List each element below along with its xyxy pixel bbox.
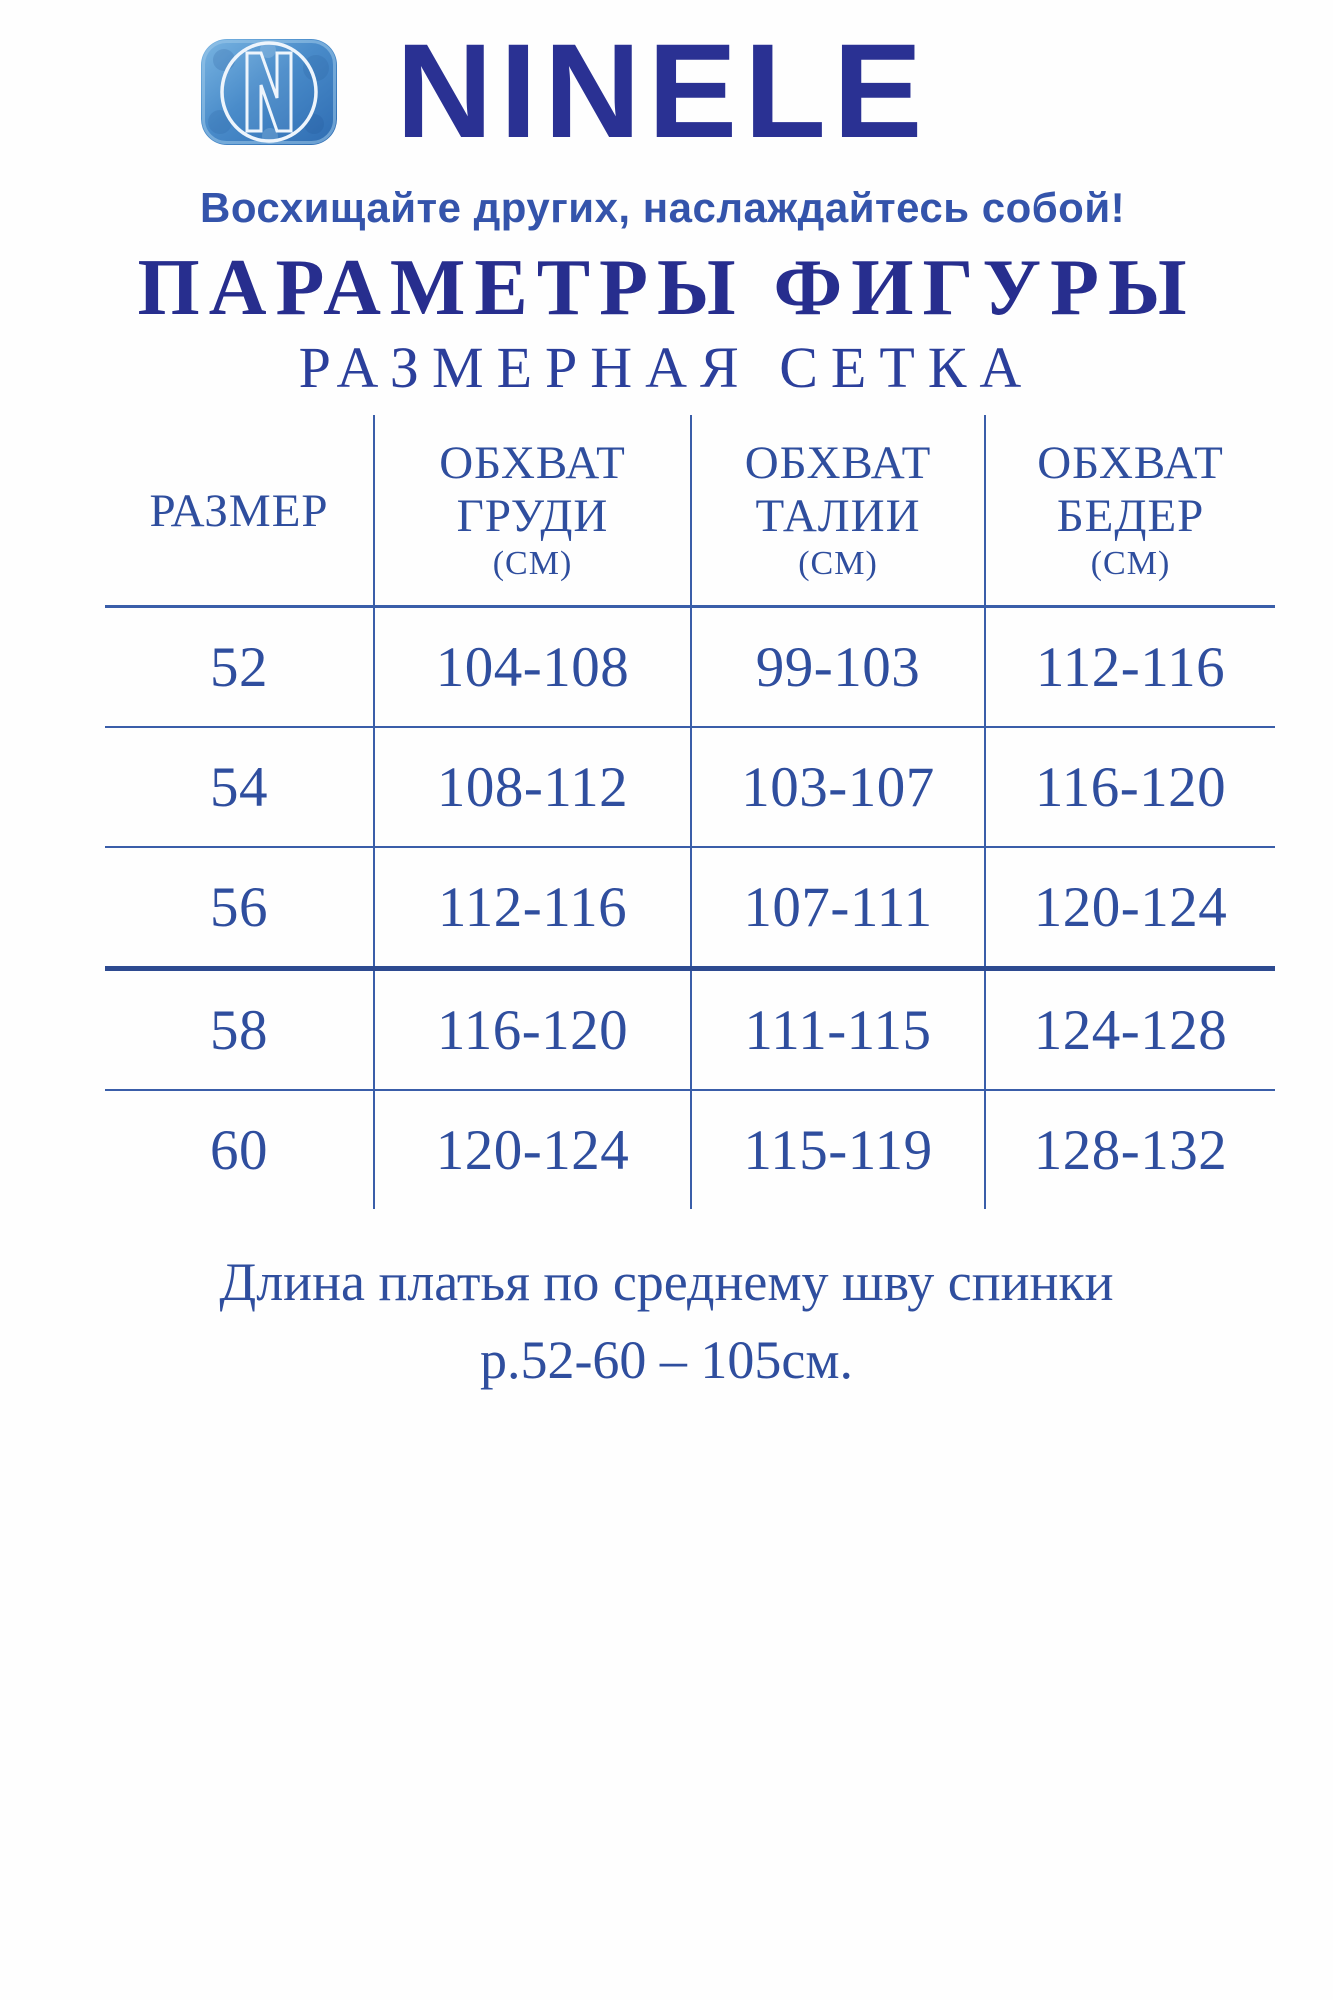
col-header-chest: ОБХВАТ ГРУДИ (СМ) [373,415,690,605]
cell-waist: 115-119 [690,1091,984,1209]
cell-chest: 108-112 [373,728,690,846]
table-row-58 [105,971,1275,1091]
cell-size: 52 [210,635,268,699]
cell-hips: 124-128 [984,971,1275,1089]
brand-tagline: Восхищайте других, наслаждайтесь собой! [200,184,1126,231]
page-subtitle: РАЗМЕРНАЯ СЕТКА [298,335,1035,400]
cell-chest: 120-124 [373,1091,690,1209]
cell-hips: 116-120 [984,728,1275,846]
unit-label: (СМ) [1090,545,1171,582]
cell-size: 60 [210,1118,268,1182]
cell-waist: 107-111 [690,848,984,966]
cell-waist: 111-115 [690,971,984,1089]
unit-label: (СМ) [798,545,878,582]
cell-size: 56 [210,875,268,939]
col-header-waist: ОБХВАТ ТАЛИИ (СМ) [690,415,984,605]
brand-logo [200,38,338,146]
dress-length-note: Длина платья по среднему шву спинки [219,1252,1114,1312]
cell-size: 58 [210,998,268,1062]
cell-size: 54 [210,755,268,819]
unit-label: (СМ) [492,545,573,582]
cell-waist: 103-107 [690,728,984,846]
table-row-54 [105,728,1275,848]
cell-chest: 104-108 [373,608,690,726]
table-row-56 [105,848,1275,971]
table-row-52 [105,608,1275,728]
page-title: ПАРАМЕТРЫ ФИГУРЫ [137,244,1196,332]
cell-chest: 116-120 [373,971,690,1089]
col-header-size [105,415,373,605]
cell-chest: 112-116 [373,848,690,966]
table-row-60 [105,1091,1275,1209]
cell-hips: 120-124 [984,848,1275,966]
dress-length-value: р.52-60 – 105см. [479,1330,854,1390]
brand-header [200,17,930,166]
cell-waist: 99-103 [690,608,984,726]
brand-wordmark: NINELE [396,17,930,166]
cell-hips: 128-132 [984,1091,1275,1209]
size-table [105,415,1275,1209]
table-header-row [105,415,1275,608]
col-header-hips: ОБХВАТ БЕДЕР (СМ) [984,415,1275,605]
n-monogram-icon [200,38,338,146]
cell-hips: 112-116 [984,608,1275,726]
col-header-size-label: РАЗМЕР [149,484,329,537]
